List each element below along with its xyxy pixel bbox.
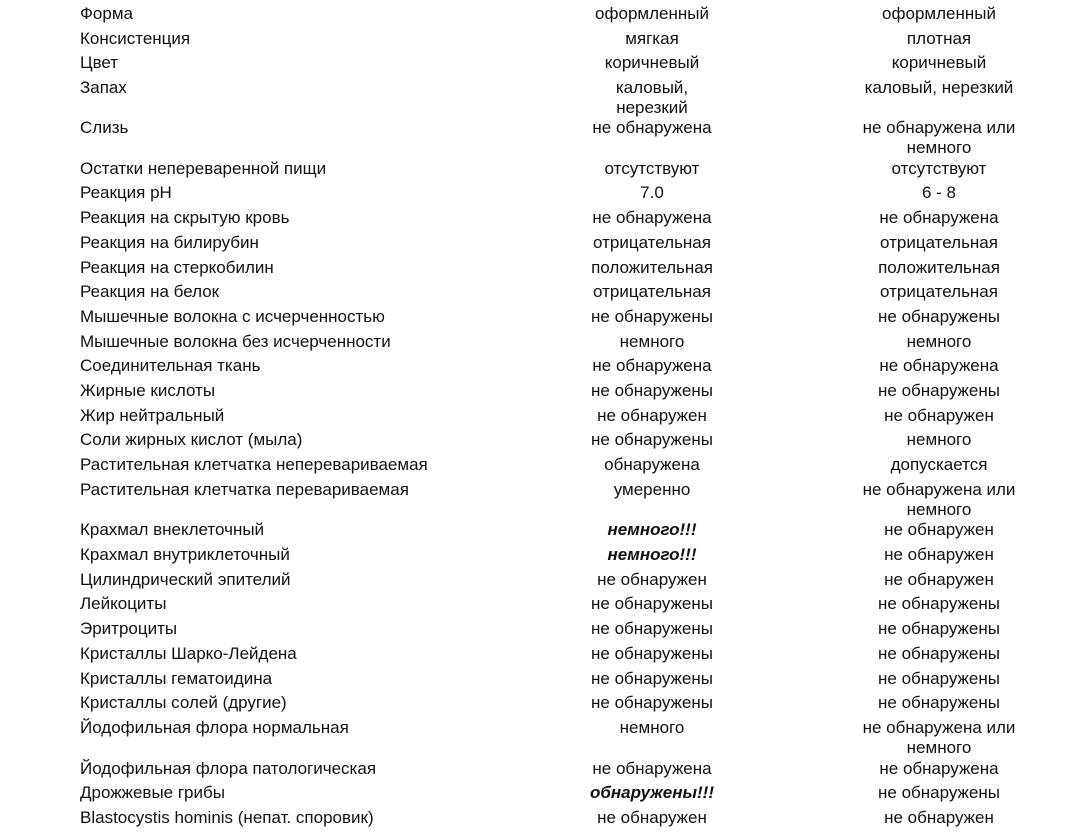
table-row bbox=[0, 430, 1080, 455]
table-row bbox=[0, 183, 1080, 208]
table-row bbox=[0, 619, 1080, 644]
row-name: Соединительная ткань bbox=[80, 356, 261, 376]
row-name: Реакция на скрытую кровь bbox=[80, 208, 290, 228]
row-name: Реакция на билирубин bbox=[80, 232, 259, 252]
table-row bbox=[0, 545, 1080, 570]
row-result: немного bbox=[619, 331, 685, 351]
table-row bbox=[0, 520, 1080, 545]
table-row bbox=[0, 693, 1080, 718]
row-norm: не обнаружены bbox=[878, 380, 1000, 400]
table-row bbox=[0, 332, 1080, 357]
row-norm: коричневый bbox=[891, 53, 987, 73]
table-row bbox=[0, 759, 1080, 784]
table-row bbox=[0, 307, 1080, 332]
row-norm: положительная bbox=[878, 257, 1000, 277]
table-row bbox=[0, 480, 1080, 521]
table-row bbox=[0, 594, 1080, 619]
row-name: Кристаллы гематоидина bbox=[80, 668, 273, 688]
row-result: отсутствуют bbox=[604, 158, 700, 178]
table-row bbox=[0, 455, 1080, 480]
row-result: коричневый bbox=[604, 53, 700, 73]
row-result: мягкая bbox=[625, 28, 679, 48]
row-name: Запах bbox=[80, 78, 127, 98]
row-name: Реакция на стеркобилин bbox=[80, 257, 274, 277]
table-row bbox=[0, 208, 1080, 233]
row-result: не обнаружены bbox=[591, 380, 713, 400]
table-row bbox=[0, 258, 1080, 283]
row-norm: не обнаружены bbox=[878, 668, 1000, 688]
row-result: не обнаружен bbox=[597, 807, 707, 827]
row-name: Остатки непереваренной пищи bbox=[80, 158, 327, 178]
row-name: Крахмал внутриклеточный bbox=[80, 545, 290, 565]
table-row bbox=[0, 644, 1080, 669]
table-row bbox=[0, 29, 1080, 54]
row-norm: отрицательная bbox=[880, 282, 998, 302]
row-name: Форма bbox=[80, 4, 133, 23]
row-norm: не обнаружена или немного bbox=[862, 717, 1016, 757]
row-name: Дрожжевые грибы bbox=[80, 783, 225, 803]
row-result: не обнаружена bbox=[592, 758, 712, 778]
row-norm: не обнаружен bbox=[884, 569, 994, 589]
row-result-alert: немного!!! bbox=[607, 520, 697, 540]
row-result: не обнаружены bbox=[591, 430, 713, 450]
row-result: не обнаружены bbox=[591, 693, 713, 713]
row-name: Цилиндрический эпителий bbox=[80, 569, 291, 589]
row-name: Лейкоциты bbox=[80, 594, 167, 614]
row-result: не обнаружены bbox=[591, 306, 713, 326]
table-row bbox=[0, 570, 1080, 595]
row-norm: допускается bbox=[890, 455, 988, 474]
table-row bbox=[0, 808, 1080, 833]
row-norm: каловый, нерезкий bbox=[864, 78, 1014, 98]
row-name: Мышечные волокна с исчерченностью bbox=[80, 306, 385, 326]
row-result-alert: немного!!! bbox=[607, 545, 697, 565]
row-result: положительная bbox=[591, 257, 713, 277]
row-name: Цвет bbox=[80, 53, 119, 73]
row-norm: не обнаружены bbox=[878, 643, 1000, 663]
row-result: не обнаружена bbox=[592, 118, 712, 138]
row-name: Консистенция bbox=[80, 28, 191, 48]
row-norm: не обнаружена или немного bbox=[862, 479, 1016, 519]
table-row bbox=[0, 53, 1080, 78]
row-result: не обнаружены bbox=[591, 643, 713, 663]
row-name: Слизь bbox=[80, 118, 129, 138]
table-row bbox=[0, 783, 1080, 808]
row-result: не обнаружены bbox=[591, 619, 713, 639]
row-norm: плотная bbox=[906, 28, 972, 48]
row-norm: немного bbox=[906, 331, 972, 351]
row-name: Растительная клетчатка неперевариваемая bbox=[80, 455, 428, 474]
table-row bbox=[0, 118, 1080, 159]
row-name: Эритроциты bbox=[80, 619, 178, 639]
row-name: Жирные кислоты bbox=[80, 380, 216, 400]
row-norm: не обнаружен bbox=[884, 545, 994, 565]
row-norm: не обнаружен bbox=[884, 520, 994, 540]
row-result: не обнаружены bbox=[591, 594, 713, 614]
row-result: не обнаружена bbox=[592, 208, 712, 228]
table-row bbox=[0, 406, 1080, 431]
row-result: оформленный bbox=[595, 4, 709, 23]
row-norm: не обнаружена bbox=[879, 758, 999, 778]
row-norm: не обнаружен bbox=[884, 807, 994, 827]
row-norm: не обнаружены bbox=[878, 693, 1000, 713]
row-result: не обнаружен bbox=[597, 569, 707, 589]
row-norm: отрицательная bbox=[880, 232, 998, 252]
row-name: Мышечные волокна без исчерченности bbox=[80, 331, 391, 351]
row-norm: 6 - 8 bbox=[921, 183, 957, 203]
results-table bbox=[0, 4, 1080, 833]
table-row bbox=[0, 669, 1080, 694]
row-result: не обнаружены bbox=[591, 668, 713, 688]
row-result: каловый, нерезкий bbox=[615, 78, 689, 118]
row-name: Соли жирных кислот (мыла) bbox=[80, 430, 303, 450]
row-result: отрицательная bbox=[593, 282, 711, 302]
row-name: Растительная клетчатка перевариваемая bbox=[80, 479, 409, 499]
row-norm: не обнаружена bbox=[879, 356, 999, 376]
table-row bbox=[0, 718, 1080, 759]
row-result-alert: обнаружены!!! bbox=[590, 783, 714, 803]
row-norm: оформленный bbox=[882, 4, 996, 23]
row-result: умеренно bbox=[613, 479, 691, 499]
row-name: Реакция на белок bbox=[80, 282, 220, 302]
row-name: Йодофильная флора патологическая bbox=[80, 758, 377, 778]
row-norm: не обнаружена bbox=[879, 208, 999, 228]
row-name: Крахмал внеклеточный bbox=[80, 520, 265, 540]
table-row bbox=[0, 159, 1080, 184]
table-row bbox=[0, 381, 1080, 406]
table-row bbox=[0, 78, 1080, 118]
row-result: обнаружена bbox=[604, 455, 700, 474]
row-norm: не обнаружены bbox=[878, 594, 1000, 614]
row-name: Кристаллы солей (другие) bbox=[80, 693, 287, 713]
table-row bbox=[0, 282, 1080, 307]
row-name: Реакция pH bbox=[80, 183, 172, 203]
row-norm: не обнаружены bbox=[878, 306, 1000, 326]
row-norm: не обнаружены bbox=[878, 619, 1000, 639]
row-result: отрицательная bbox=[593, 232, 711, 252]
row-name: Кристаллы Шарко-Лейдена bbox=[80, 643, 297, 663]
row-norm: не обнаружена или немного bbox=[862, 118, 1016, 158]
row-norm: немного bbox=[906, 430, 972, 450]
table-row bbox=[0, 4, 1080, 29]
row-result: 7.0 bbox=[640, 183, 664, 203]
table-row bbox=[0, 233, 1080, 258]
row-norm: не обнаружен bbox=[884, 405, 994, 425]
row-norm: отсутствуют bbox=[891, 158, 987, 178]
row-result: не обнаружена bbox=[592, 356, 712, 376]
table-row bbox=[0, 356, 1080, 381]
row-name: Blastocystis hominis (непат. споровик) bbox=[80, 807, 374, 827]
row-name: Жир нейтральный bbox=[80, 405, 225, 425]
row-result: немного bbox=[619, 717, 685, 737]
row-name: Йодофильная флора нормальная bbox=[80, 717, 349, 737]
row-result: не обнаружен bbox=[597, 405, 707, 425]
row-norm: не обнаружены bbox=[878, 783, 1000, 803]
